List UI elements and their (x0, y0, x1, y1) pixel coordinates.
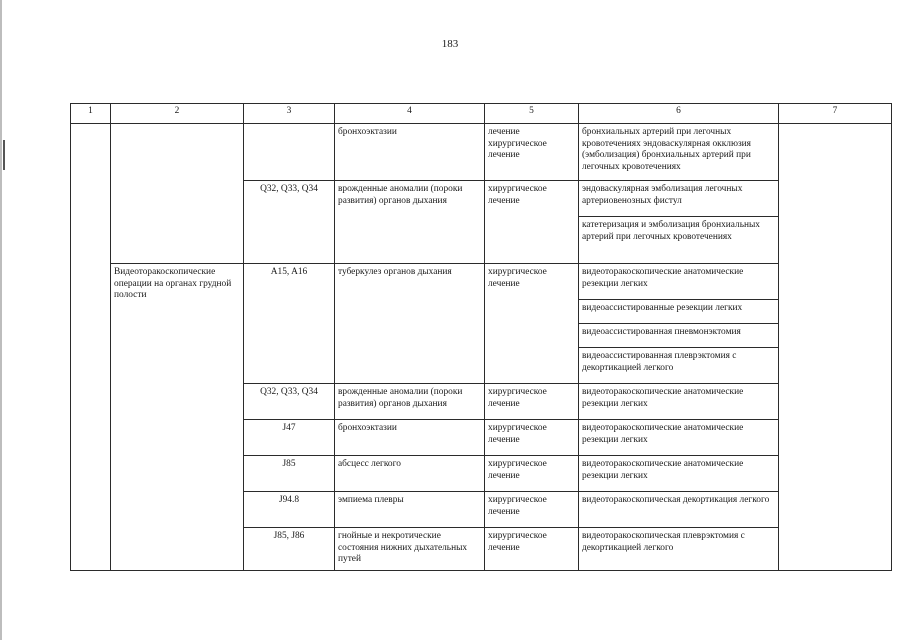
method-cell: эндоваскулярная эмболизация легочных артериовенозных фистул (579, 181, 779, 217)
method-cell: катетеризация и эмболизация бронхиальных артерий при легочных кровотечениях (579, 217, 779, 264)
treatment-cell: хирургическое лечение (485, 492, 579, 528)
treatment-cell: хирургическое лечение (485, 420, 579, 456)
treatment-cell: хирургическое лечение (485, 181, 579, 264)
code-cell: J94.8 (244, 492, 335, 528)
code-cell: A15, A16 (244, 264, 335, 384)
header-cell-5: 5 (485, 104, 579, 124)
group-cell (111, 124, 244, 264)
method-cell: видеоторакоскопические анатомические резекции легких (579, 456, 779, 492)
header-cell-1: 1 (71, 104, 111, 124)
treatment-cell: лечение хирургическое лечение (485, 124, 579, 181)
treatment-cell: хирургическое лечение (485, 456, 579, 492)
treatment-cell: хирургическое лечение (485, 528, 579, 571)
method-cell: видеоторакоскопические анатомические резекции легких (579, 264, 779, 300)
condition-cell: гнойные и некротические состояния нижних дыхательных путей (335, 528, 485, 571)
code-cell: Q32, Q33, Q34 (244, 181, 335, 264)
method-cell: видеоторакоскопические анатомические резекции легких (579, 384, 779, 420)
code-cell: J47 (244, 420, 335, 456)
code-cell: J85, J86 (244, 528, 335, 571)
treatment-cell: хирургическое лечение (485, 264, 579, 384)
page-edge-shadow (0, 0, 2, 640)
method-cell: видеоторакоскопическая плеврэктомия с декортикацией легкого (579, 528, 779, 571)
condition-cell: абсцесс легкого (335, 456, 485, 492)
page-number: 183 (441, 38, 459, 50)
code-cell: Q32, Q33, Q34 (244, 384, 335, 420)
procedures-table (70, 103, 892, 571)
condition-cell: врожденные аномалии (пороки развития) органов дыхания (335, 181, 485, 264)
method-cell: видеоторакоскопическая декортикация легкого (579, 492, 779, 528)
header-cell-2: 2 (111, 104, 244, 124)
condition-cell: врожденные аномалии (пороки развития) органов дыхания (335, 384, 485, 420)
header-cell-3: 3 (244, 104, 335, 124)
table-row (71, 124, 892, 181)
page-edge-mark (3, 140, 5, 170)
group-cell: Видеоторакоскопические операции на органах грудной полости (111, 264, 244, 571)
condition-cell: бронхоэктазии (335, 124, 485, 181)
code-cell: J85 (244, 456, 335, 492)
table-row (71, 264, 892, 300)
method-cell: видеоторакоскопические анатомические резекции легких (579, 420, 779, 456)
header-cell-4: 4 (335, 104, 485, 124)
method-cell: видеоассистированные резекции легких (579, 300, 779, 324)
method-cell: видеоассистированная пневмонэктомия (579, 324, 779, 348)
condition-cell: бронхоэктазии (335, 420, 485, 456)
condition-cell: туберкулез органов дыхания (335, 264, 485, 384)
col1-cell (71, 124, 111, 571)
method-cell: видеоассистированная плеврэктомия с декортикацией легкого (579, 348, 779, 384)
header-row (71, 104, 892, 124)
col7-cell (779, 124, 892, 571)
header-cell-6: 6 (579, 104, 779, 124)
code-cell (244, 124, 335, 181)
header-cell-7: 7 (779, 104, 892, 124)
condition-cell: эмпиема плевры (335, 492, 485, 528)
treatment-cell: хирургическое лечение (485, 384, 579, 420)
method-cell: бронхиальных артерий при легочных кровотечениях эндоваскулярная окклюзия (эмболизация) бронхиальных артерий при легочных кровотечениях (579, 124, 779, 181)
